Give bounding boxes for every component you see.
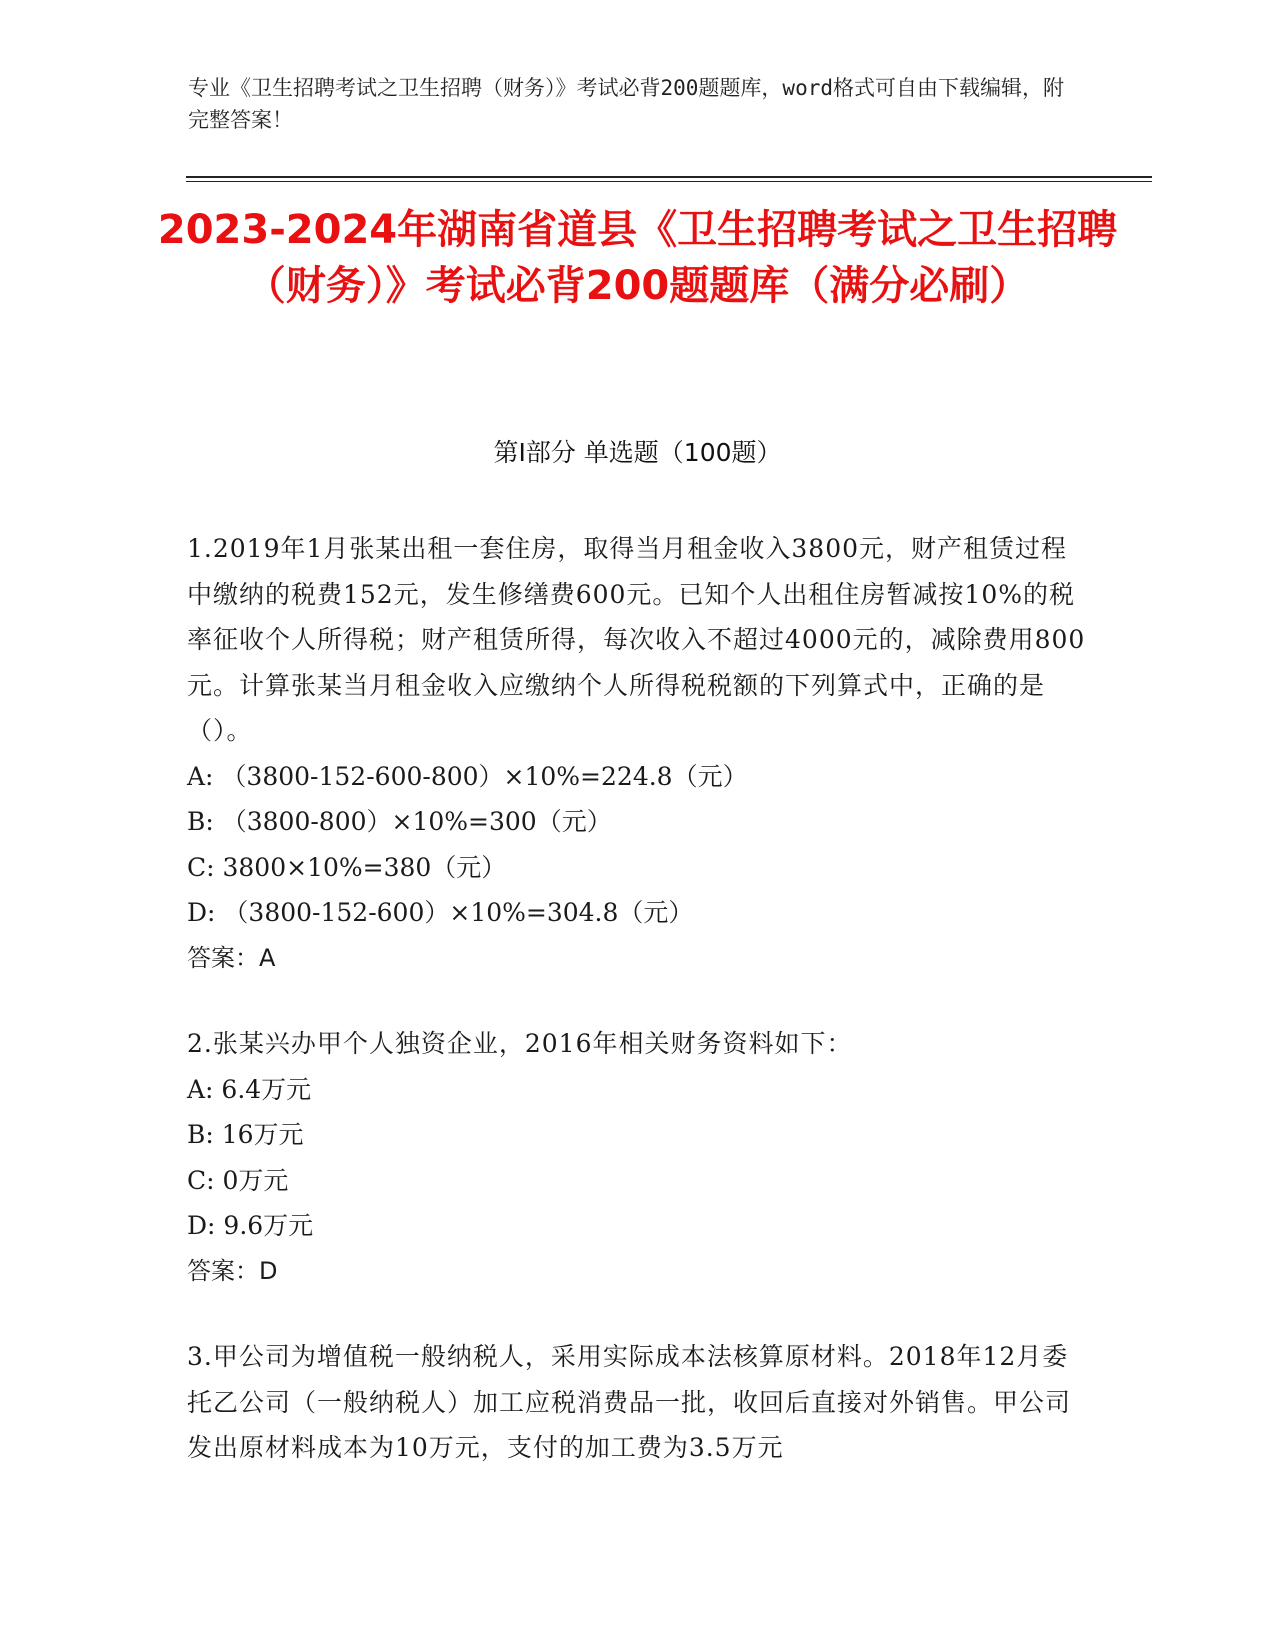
header-divider-thick: [186, 176, 1152, 178]
option-d: D: （3800-152-600）×10%=304.8（元）: [187, 898, 694, 927]
section-title: 第Ⅰ部分 单选题（100题）: [493, 438, 782, 467]
question-1: [187, 526, 1087, 981]
document-title: 2023-2024年湖南省道县《卫生招聘考试之卫生招聘（财务）》考试必背200题题库（满分必刷）: [157, 207, 1118, 309]
question-stem: 3.甲公司为增值税一般纳税人，采用实际成本法核算原材料。2018年12月委托乙公司（一般纳税人）加工应税消费品一批，收回后直接对外销售。甲公司发出原材料成本为10万元，支付的加工费为3.5万元: [187, 1342, 1072, 1462]
option-c: C: 3800×10%=380（元）: [187, 852, 507, 882]
option-a: A: 6.4万元: [187, 1074, 312, 1104]
header-note: 专业《卫生招聘考试之卫生招聘（财务）》考试必背200题题库，word格式可自由下载编辑，附完整答案！: [188, 76, 1064, 132]
option-b: B: （3800-800）×10%=300（元）: [187, 807, 612, 836]
question-list: [187, 526, 1087, 1511]
option-a: A: （3800-152-600-800）×10%=224.8（元）: [187, 761, 748, 791]
option-b: B: 16万元: [187, 1120, 304, 1149]
answer-label: 答案：A: [187, 943, 276, 972]
header-divider-thin: [186, 181, 1152, 182]
question-stem: 1.2019年1月张某出租一套住房，取得当月租金收入3800元，财产租赁过程中缴纳的税费152元，发生修缮费600元。已知个人出租住房暂减按10%的税率征收个人所得税；财产租赁所得，每次收入不超过4000元的，减除费用800元。计算张某当月租金收入应缴纳个人所得税税额的下列算式中，正确的是（）。: [187, 534, 1086, 745]
option-c: C: 0万元: [187, 1165, 289, 1195]
option-d: D: 9.6万元: [187, 1211, 314, 1240]
question-2: [187, 1021, 1087, 1294]
question-3: [187, 1334, 1087, 1471]
answer-label: 答案：D: [187, 1256, 278, 1285]
question-stem: 2.张某兴办甲个人独资企业，2016年相关财务资料如下：: [187, 1029, 853, 1058]
